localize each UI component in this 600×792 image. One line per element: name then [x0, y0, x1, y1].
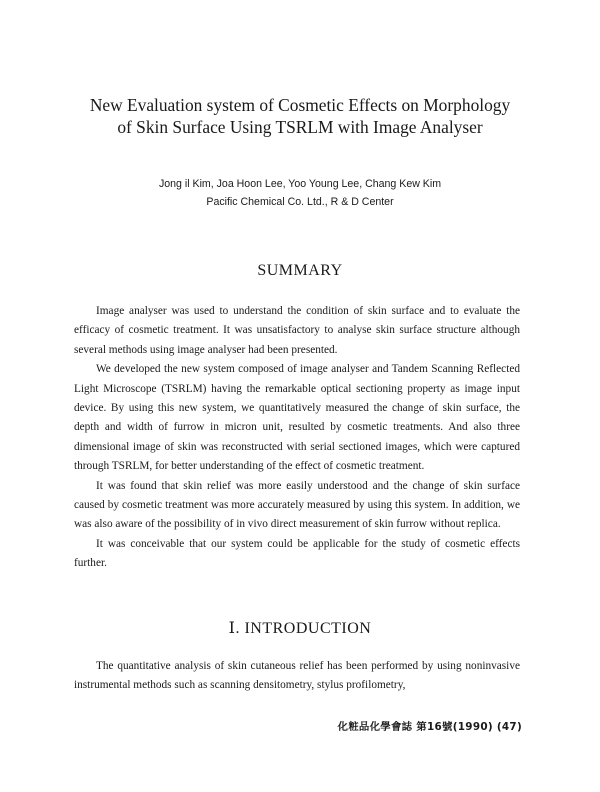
journal-footer: 化粧品化學會誌 第16號(1990) (47) — [337, 721, 522, 733]
summary-paragraph: Image analyser was used to understand the condition of skin surface and to evaluate the efficacy of cosmetic treatment. It was unsatisfactory to analyse skin surface structure although several methods using image analyser had been presented. — [74, 305, 520, 356]
summary-section — [74, 302, 520, 574]
title-line-1: New Evaluation system of Cosmetic Effects on Morphology — [89, 95, 511, 115]
introduction-heading: Ⅰ. INTRODUCTION — [228, 620, 372, 637]
author-names: Jong il Kim, Joa Hoon Lee, Yoo Young Lee, Chang Kew Kim — [158, 178, 442, 190]
author-affiliation: Pacific Chemical Co. Ltd., R & D Center — [206, 196, 394, 208]
summary-paragraph: It was conceivable that our system could be applicable for the study of cosmetic effects further. — [74, 537, 520, 570]
paper-title — [60, 94, 540, 138]
summary-heading: SUMMARY — [257, 262, 343, 279]
author-block — [100, 175, 500, 211]
introduction-paragraph: The quantitative analysis of skin cutaneous relief has been performed by using noninvasive instrumental methods such as scanning densitometry, stylus profilometry, — [74, 660, 520, 692]
summary-paragraph: We developed the new system composed of image analyser and Tandem Scanning Reflected Light Microscope (TSRLM) having the remarkable optical sectioning property as image input device. By using this new system, we quantitatively measured the change of skin surface, the depth and width of furrow in micron unit, resulted by cosmetic treatments. And also three dimensional image of skin was reconstructed with serial sectioned images, which were captured through TSRLM, for better understanding of the effect of cosmetic treatment. — [74, 363, 520, 473]
summary-paragraph: It was found that skin relief was more easily understood and the change of skin surface caused by cosmetic treatment was more accurately measured by using this system. In addition, we was also aware of the possibility of in vivo direct measurement of skin furrow without replica. — [74, 479, 520, 531]
introduction-section — [74, 657, 520, 696]
title-line-2: of Skin Surface Using TSRLM with Image Analyser — [117, 117, 483, 137]
